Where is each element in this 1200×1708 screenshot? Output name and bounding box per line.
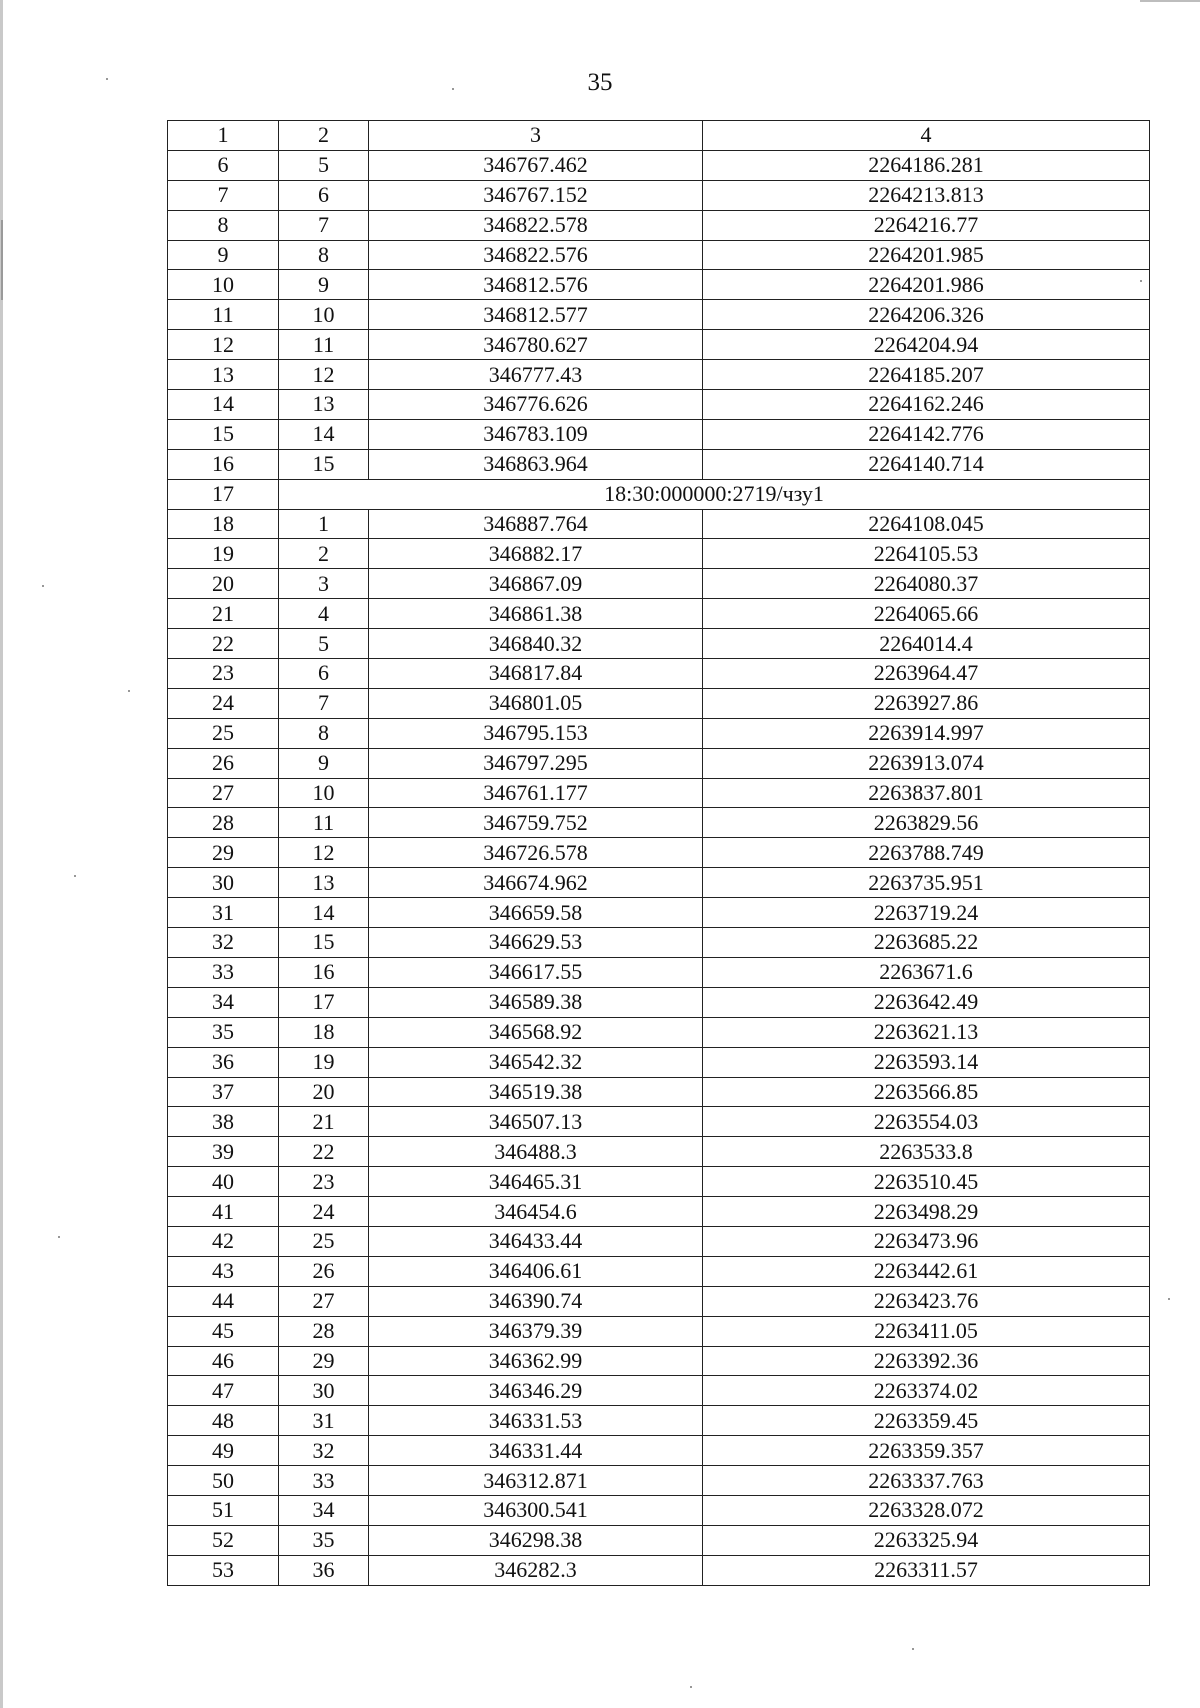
x-coordinate-cell: 346867.09 <box>369 569 703 599</box>
point-number-cell: 25 <box>279 1226 369 1256</box>
row-number-cell: 30 <box>168 868 279 898</box>
point-number-cell: 18 <box>279 1017 369 1047</box>
table-row <box>168 868 1150 898</box>
y-coordinate-cell: 2263719.24 <box>703 898 1150 928</box>
x-coordinate-cell: 346488.3 <box>369 1137 703 1167</box>
x-coordinate-cell: 346659.58 <box>369 898 703 928</box>
point-number-cell: 3 <box>279 569 369 599</box>
x-coordinate-cell: 346454.6 <box>369 1197 703 1227</box>
point-number-cell: 16 <box>279 957 369 987</box>
table-row <box>168 1346 1150 1376</box>
point-number-cell: 19 <box>279 1047 369 1077</box>
x-coordinate-cell: 346331.44 <box>369 1436 703 1466</box>
x-coordinate-cell: 346767.462 <box>369 150 703 180</box>
y-coordinate-cell: 2264142.776 <box>703 419 1150 449</box>
scan-speck <box>58 1236 60 1238</box>
y-coordinate-cell: 2264206.326 <box>703 300 1150 330</box>
scan-mark <box>1 220 3 300</box>
row-number-cell: 29 <box>168 838 279 868</box>
point-number-cell: 1 <box>279 509 369 539</box>
row-number-cell: 25 <box>168 718 279 748</box>
y-coordinate-cell: 2263837.801 <box>703 778 1150 808</box>
row-number-cell: 26 <box>168 748 279 778</box>
header-cell-2: 2 <box>279 121 369 151</box>
point-number-cell: 29 <box>279 1346 369 1376</box>
y-coordinate-cell: 2263913.074 <box>703 748 1150 778</box>
scan-edge-top <box>1140 0 1200 2</box>
x-coordinate-cell: 346777.43 <box>369 360 703 390</box>
y-coordinate-cell: 2263392.36 <box>703 1346 1150 1376</box>
point-number-cell: 10 <box>279 778 369 808</box>
x-coordinate-cell: 346887.764 <box>369 509 703 539</box>
x-coordinate-cell: 346379.39 <box>369 1316 703 1346</box>
table-row <box>168 808 1150 838</box>
row-number-cell: 53 <box>168 1555 279 1585</box>
point-number-cell: 9 <box>279 748 369 778</box>
x-coordinate-cell: 346465.31 <box>369 1167 703 1197</box>
point-number-cell: 5 <box>279 629 369 659</box>
table-row <box>168 1107 1150 1137</box>
y-coordinate-cell: 2264201.985 <box>703 240 1150 270</box>
x-coordinate-cell: 346346.29 <box>369 1376 703 1406</box>
x-coordinate-cell: 346861.38 <box>369 599 703 629</box>
x-coordinate-cell: 346801.05 <box>369 688 703 718</box>
row-number-cell: 51 <box>168 1495 279 1525</box>
row-number-cell: 52 <box>168 1525 279 1555</box>
x-coordinate-cell: 346282.3 <box>369 1555 703 1585</box>
row-number-cell: 48 <box>168 1406 279 1436</box>
point-number-cell: 15 <box>279 449 369 479</box>
point-number-cell: 17 <box>279 987 369 1017</box>
y-coordinate-cell: 2263554.03 <box>703 1107 1150 1137</box>
x-coordinate-cell: 346589.38 <box>369 987 703 1017</box>
x-coordinate-cell: 346519.38 <box>369 1077 703 1107</box>
y-coordinate-cell: 2264201.986 <box>703 270 1150 300</box>
table-row <box>168 509 1150 539</box>
scan-speck <box>1168 1298 1170 1300</box>
y-coordinate-cell: 2264080.37 <box>703 569 1150 599</box>
y-coordinate-cell: 2263473.96 <box>703 1226 1150 1256</box>
y-coordinate-cell: 2264105.53 <box>703 539 1150 569</box>
table-row <box>168 419 1150 449</box>
x-coordinate-cell: 346812.576 <box>369 270 703 300</box>
row-number-cell: 45 <box>168 1316 279 1346</box>
y-coordinate-cell: 2263788.749 <box>703 838 1150 868</box>
y-coordinate-cell: 2263566.85 <box>703 1077 1150 1107</box>
table-row <box>168 718 1150 748</box>
point-number-cell: 34 <box>279 1495 369 1525</box>
x-coordinate-cell: 346817.84 <box>369 659 703 689</box>
y-coordinate-cell: 2264204.94 <box>703 330 1150 360</box>
row-number-cell: 23 <box>168 659 279 689</box>
x-coordinate-cell: 346795.153 <box>369 718 703 748</box>
table-row <box>168 838 1150 868</box>
point-number-cell: 20 <box>279 1077 369 1107</box>
row-number-cell: 39 <box>168 1137 279 1167</box>
point-number-cell: 6 <box>279 180 369 210</box>
table-row <box>168 449 1150 479</box>
table-row <box>168 898 1150 928</box>
table-row <box>168 360 1150 390</box>
row-number-cell: 16 <box>168 449 279 479</box>
x-coordinate-cell: 346761.177 <box>369 778 703 808</box>
row-number-cell: 8 <box>168 210 279 240</box>
x-coordinate-cell: 346362.99 <box>369 1346 703 1376</box>
y-coordinate-cell: 2263359.357 <box>703 1436 1150 1466</box>
scan-speck <box>74 875 76 877</box>
row-number-cell: 40 <box>168 1167 279 1197</box>
point-number-cell: 31 <box>279 1406 369 1436</box>
point-number-cell: 10 <box>279 300 369 330</box>
row-number-cell: 46 <box>168 1346 279 1376</box>
y-coordinate-cell: 2263829.56 <box>703 808 1150 838</box>
x-coordinate-cell: 346797.295 <box>369 748 703 778</box>
row-number-cell: 14 <box>168 390 279 420</box>
row-number-cell: 12 <box>168 330 279 360</box>
y-coordinate-cell: 2263685.22 <box>703 928 1150 958</box>
x-coordinate-cell: 346433.44 <box>369 1226 703 1256</box>
table-header <box>168 121 1150 151</box>
parcel-id-cell: 18:30:000000:2719/чзу1 <box>279 479 1150 509</box>
table-row <box>168 957 1150 987</box>
point-number-cell: 5 <box>279 150 369 180</box>
row-number-cell: 38 <box>168 1107 279 1137</box>
row-number-cell: 44 <box>168 1286 279 1316</box>
table-row <box>168 479 1150 509</box>
x-coordinate-cell: 346776.626 <box>369 390 703 420</box>
row-number-cell: 15 <box>168 419 279 449</box>
table-row <box>168 1376 1150 1406</box>
y-coordinate-cell: 2264162.246 <box>703 390 1150 420</box>
table-row <box>168 390 1150 420</box>
row-number-cell: 18 <box>168 509 279 539</box>
y-coordinate-cell: 2263621.13 <box>703 1017 1150 1047</box>
point-number-cell: 8 <box>279 240 369 270</box>
table-row <box>168 1137 1150 1167</box>
row-number-cell: 19 <box>168 539 279 569</box>
y-coordinate-cell: 2263423.76 <box>703 1286 1150 1316</box>
table-row <box>168 270 1150 300</box>
y-coordinate-cell: 2264213.813 <box>703 180 1150 210</box>
point-number-cell: 33 <box>279 1466 369 1496</box>
point-number-cell: 35 <box>279 1525 369 1555</box>
x-coordinate-cell: 346822.578 <box>369 210 703 240</box>
y-coordinate-cell: 2263593.14 <box>703 1047 1150 1077</box>
point-number-cell: 21 <box>279 1107 369 1137</box>
table-row <box>168 180 1150 210</box>
point-number-cell: 24 <box>279 1197 369 1227</box>
table-row <box>168 1436 1150 1466</box>
y-coordinate-cell: 2263374.02 <box>703 1376 1150 1406</box>
table-row <box>168 1167 1150 1197</box>
table-row <box>168 1555 1150 1585</box>
y-coordinate-cell: 2264140.714 <box>703 449 1150 479</box>
table-row <box>168 1495 1150 1525</box>
row-number-cell: 36 <box>168 1047 279 1077</box>
row-number-cell: 17 <box>168 479 279 509</box>
point-number-cell: 9 <box>279 270 369 300</box>
row-number-cell: 13 <box>168 360 279 390</box>
point-number-cell: 2 <box>279 539 369 569</box>
x-coordinate-cell: 346780.627 <box>369 330 703 360</box>
table-row <box>168 928 1150 958</box>
table-body <box>168 150 1150 1585</box>
row-number-cell: 9 <box>168 240 279 270</box>
point-number-cell: 7 <box>279 210 369 240</box>
coordinates-table <box>167 120 1150 1586</box>
point-number-cell: 4 <box>279 599 369 629</box>
point-number-cell: 14 <box>279 898 369 928</box>
table-row <box>168 1047 1150 1077</box>
point-number-cell: 30 <box>279 1376 369 1406</box>
x-coordinate-cell: 346863.964 <box>369 449 703 479</box>
x-coordinate-cell: 346674.962 <box>369 868 703 898</box>
x-coordinate-cell: 346507.13 <box>369 1107 703 1137</box>
table-row <box>168 1466 1150 1496</box>
point-number-cell: 32 <box>279 1436 369 1466</box>
point-number-cell: 14 <box>279 419 369 449</box>
row-number-cell: 7 <box>168 180 279 210</box>
table-row <box>168 1286 1150 1316</box>
row-number-cell: 20 <box>168 569 279 599</box>
row-number-cell: 47 <box>168 1376 279 1406</box>
point-number-cell: 36 <box>279 1555 369 1585</box>
point-number-cell: 23 <box>279 1167 369 1197</box>
point-number-cell: 13 <box>279 390 369 420</box>
x-coordinate-cell: 346390.74 <box>369 1286 703 1316</box>
table-row <box>168 659 1150 689</box>
point-number-cell: 22 <box>279 1137 369 1167</box>
table-row <box>168 599 1150 629</box>
y-coordinate-cell: 2264185.207 <box>703 360 1150 390</box>
row-number-cell: 22 <box>168 629 279 659</box>
table-row <box>168 629 1150 659</box>
table-row <box>168 1316 1150 1346</box>
row-number-cell: 49 <box>168 1436 279 1466</box>
table-row <box>168 688 1150 718</box>
y-coordinate-cell: 2264065.66 <box>703 599 1150 629</box>
y-coordinate-cell: 2263642.49 <box>703 987 1150 1017</box>
row-number-cell: 35 <box>168 1017 279 1047</box>
x-coordinate-cell: 346300.541 <box>369 1495 703 1525</box>
y-coordinate-cell: 2264186.281 <box>703 150 1150 180</box>
y-coordinate-cell: 2264014.4 <box>703 629 1150 659</box>
point-number-cell: 7 <box>279 688 369 718</box>
row-number-cell: 33 <box>168 957 279 987</box>
table-row <box>168 987 1150 1017</box>
x-coordinate-cell: 346726.578 <box>369 838 703 868</box>
x-coordinate-cell: 346840.32 <box>369 629 703 659</box>
row-number-cell: 42 <box>168 1226 279 1256</box>
point-number-cell: 27 <box>279 1286 369 1316</box>
y-coordinate-cell: 2263927.86 <box>703 688 1150 718</box>
point-number-cell: 12 <box>279 360 369 390</box>
x-coordinate-cell: 346767.152 <box>369 180 703 210</box>
x-coordinate-cell: 346812.577 <box>369 300 703 330</box>
table-row <box>168 210 1150 240</box>
table-row <box>168 1226 1150 1256</box>
table-row <box>168 1017 1150 1047</box>
y-coordinate-cell: 2264108.045 <box>703 509 1150 539</box>
row-number-cell: 32 <box>168 928 279 958</box>
table-row <box>168 569 1150 599</box>
y-coordinate-cell: 2263533.8 <box>703 1137 1150 1167</box>
page-number: 35 <box>587 69 613 96</box>
y-coordinate-cell: 2263328.072 <box>703 1495 1150 1525</box>
y-coordinate-cell: 2263337.763 <box>703 1466 1150 1496</box>
y-coordinate-cell: 2263914.997 <box>703 718 1150 748</box>
row-number-cell: 41 <box>168 1197 279 1227</box>
x-coordinate-cell: 346629.53 <box>369 928 703 958</box>
x-coordinate-cell: 346882.17 <box>369 539 703 569</box>
x-coordinate-cell: 346312.871 <box>369 1466 703 1496</box>
x-coordinate-cell: 346822.576 <box>369 240 703 270</box>
point-number-cell: 8 <box>279 718 369 748</box>
y-coordinate-cell: 2263498.29 <box>703 1197 1150 1227</box>
y-coordinate-cell: 2264216.77 <box>703 210 1150 240</box>
scan-speck <box>912 1648 914 1650</box>
table-row <box>168 240 1150 270</box>
point-number-cell: 26 <box>279 1256 369 1286</box>
table-row <box>168 778 1150 808</box>
y-coordinate-cell: 2263311.57 <box>703 1555 1150 1585</box>
point-number-cell: 13 <box>279 868 369 898</box>
row-number-cell: 24 <box>168 688 279 718</box>
header-cell-4: 4 <box>703 121 1150 151</box>
row-number-cell: 11 <box>168 300 279 330</box>
header-cell-1: 1 <box>168 121 279 151</box>
table-row <box>168 539 1150 569</box>
y-coordinate-cell: 2263964.47 <box>703 659 1150 689</box>
y-coordinate-cell: 2263442.61 <box>703 1256 1150 1286</box>
table-row <box>168 1256 1150 1286</box>
table-row <box>168 1197 1150 1227</box>
row-number-cell: 10 <box>168 270 279 300</box>
scan-speck <box>690 1686 692 1688</box>
table-row <box>168 1406 1150 1436</box>
y-coordinate-cell: 2263411.05 <box>703 1316 1150 1346</box>
table-row <box>168 1525 1150 1555</box>
x-coordinate-cell: 346298.38 <box>369 1525 703 1555</box>
y-coordinate-cell: 2263671.6 <box>703 957 1150 987</box>
row-number-cell: 27 <box>168 778 279 808</box>
x-coordinate-cell: 346568.92 <box>369 1017 703 1047</box>
header-cell-3: 3 <box>369 121 703 151</box>
point-number-cell: 28 <box>279 1316 369 1346</box>
row-number-cell: 34 <box>168 987 279 1017</box>
point-number-cell: 15 <box>279 928 369 958</box>
row-number-cell: 43 <box>168 1256 279 1286</box>
table-row <box>168 1077 1150 1107</box>
point-number-cell: 11 <box>279 330 369 360</box>
y-coordinate-cell: 2263325.94 <box>703 1525 1150 1555</box>
y-coordinate-cell: 2263510.45 <box>703 1167 1150 1197</box>
scan-speck <box>128 690 130 692</box>
x-coordinate-cell: 346783.109 <box>369 419 703 449</box>
row-number-cell: 37 <box>168 1077 279 1107</box>
x-coordinate-cell: 346406.61 <box>369 1256 703 1286</box>
row-number-cell: 31 <box>168 898 279 928</box>
row-number-cell: 50 <box>168 1466 279 1496</box>
row-number-cell: 28 <box>168 808 279 838</box>
point-number-cell: 6 <box>279 659 369 689</box>
x-coordinate-cell: 346542.32 <box>369 1047 703 1077</box>
x-coordinate-cell: 346331.53 <box>369 1406 703 1436</box>
table-row <box>168 748 1150 778</box>
row-number-cell: 21 <box>168 599 279 629</box>
x-coordinate-cell: 346759.752 <box>369 808 703 838</box>
x-coordinate-cell: 346617.55 <box>369 957 703 987</box>
point-number-cell: 12 <box>279 838 369 868</box>
y-coordinate-cell: 2263359.45 <box>703 1406 1150 1436</box>
row-number-cell: 6 <box>168 150 279 180</box>
header-row <box>168 121 1150 151</box>
table-row <box>168 150 1150 180</box>
scan-speck <box>42 585 44 587</box>
table-row <box>168 330 1150 360</box>
table-row <box>168 300 1150 330</box>
y-coordinate-cell: 2263735.951 <box>703 868 1150 898</box>
point-number-cell: 11 <box>279 808 369 838</box>
